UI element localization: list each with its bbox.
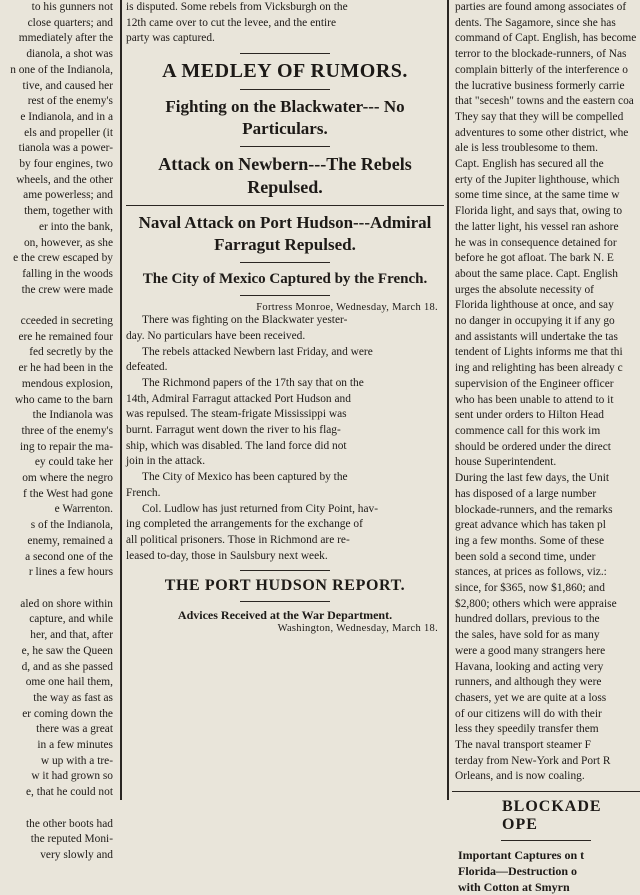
left-column [0, 0, 116, 861]
right-column-text-line: the latter light, his vessel ran ashore [455, 220, 619, 233]
left-column-text-line: e, that he could not [26, 786, 113, 799]
right-column-text-line: sent under orders to Hilton Head [455, 409, 604, 422]
article-text-line: There was fighting on the Blackwater yester- [142, 314, 348, 327]
article-text-line: join in the attack. [126, 455, 206, 468]
center-column [126, 0, 444, 800]
right-column-text-line: terror to the blockade-runners, of Nas [455, 48, 627, 61]
left-column-text-line: ey could take her [34, 456, 113, 469]
right-column-text-line: commence call for this work im [455, 424, 601, 437]
left-column-text-line: er coming down the [22, 707, 113, 720]
left-column-text-line: by four engines, two [19, 158, 113, 171]
left-column-text-line: e Indianola, and in a [20, 110, 113, 123]
left-column-text-line: there was a great [36, 723, 113, 736]
left-column-text-line: wheels, and the other [16, 173, 113, 186]
left-column-text-line: els and propeller (it [24, 126, 113, 139]
right-column-text-line: no danger in occupying it if any go [455, 315, 615, 328]
left-column-text-line: the other boots had [26, 817, 113, 830]
left-column-text-line: er he had been in the [18, 362, 113, 375]
right-column-text-line: were a good many strangers here [455, 644, 606, 657]
dateline: Fortress Monroe, Wednesday, March 18. [256, 302, 438, 314]
left-column-text-line: w it had grown so [31, 770, 113, 783]
article-text-line: burnt. Farragut went down the river to his flag- [126, 424, 341, 437]
right-column-text-line: supervision of the Engineer officer [455, 377, 614, 390]
right-column-text-line: should be ordered under the direct [455, 440, 611, 453]
article-paragraph [126, 470, 444, 501]
left-column-text-line: cceeded in secreting [20, 315, 113, 328]
left-column-text-line: er into the bank, [38, 220, 113, 233]
article-rule [240, 570, 330, 571]
deck-rule [126, 205, 444, 206]
right-column-text-line: ale is less troublesome to them. [455, 142, 598, 155]
right-column-text-line: dents. The Sagamore, since she has [455, 16, 616, 29]
right-column-text-line: who has been unable to attend to it [455, 393, 614, 406]
right-column-text-line: The naval transport steamer F [455, 739, 592, 752]
right-column-text-line: They say that they will be compelled [455, 110, 624, 123]
left-column-text-line: in a few minutes [37, 739, 113, 752]
headline-main: A MEDLEY OF RUMORS. [162, 60, 408, 83]
left-column-text-line: aled on shore within [20, 597, 113, 610]
right-column-text-line: less they speedily transfer them [455, 723, 599, 736]
left-column-text-line: very slowly and [40, 848, 113, 861]
left-column-text-line: tianola was a power- [18, 142, 113, 155]
right-column-text-line: has disposed of a large number [455, 487, 597, 500]
deck-fighting-blackwater: Fighting on the Blackwater--- No Particulars. [165, 97, 405, 139]
left-column-text-line: enemy, remained a [27, 534, 113, 547]
left-column-text-line: n one of the Indianola, [10, 63, 113, 76]
article-rule [240, 601, 330, 602]
center-top-text-line: is disputed. Some rebels from Vicksburgh on the [126, 1, 348, 13]
right-column-text-line: parties are found among associates of [455, 1, 627, 13]
right-column-text-line: $2,800; others which were appraise [455, 597, 617, 610]
headline-rule [240, 89, 330, 90]
article-text-line: Col. Ludlow has just returned from City Point, hav- [142, 502, 379, 515]
right-column-text-line: chasers, yet we are quite at a loss [455, 691, 607, 704]
article-text-line: French. [126, 486, 161, 499]
left-column-text-line: ere he remained four [18, 330, 113, 343]
deck-port-hudson: Naval Attack on Port Hudson---Admiral Farragut Repulsed. [138, 213, 432, 255]
right-column-text-line: great advance which has taken pl [455, 519, 606, 532]
deck-rule [240, 262, 330, 263]
right-column-text-line: adventures to some other district, whe [455, 126, 629, 139]
right-column-text-line: that "secesh" towns and the eastern coa [455, 95, 634, 108]
left-column-text-line: the way as fast as [33, 691, 113, 704]
left-column-text-line: mendous explosion, [21, 377, 113, 390]
article-text-line: ing completed the arrangements for the exchange of [126, 518, 363, 531]
right-column-text-line: Florida light, and says that, owing to [455, 205, 623, 218]
right-column-text-line: since, for $365, now $1,860; and [455, 582, 605, 595]
article-text-line: ship, which was disabled. The land force did not [126, 439, 347, 452]
right-column-text-line: Orleans, and is now coaling. [455, 770, 585, 783]
deck-rule [240, 146, 330, 147]
headline-rule [240, 53, 330, 54]
left-column-text-line: e Warrenton. [54, 503, 113, 516]
left-column-text-line: them, together with [24, 205, 113, 218]
left-column-text-line: dianola, a shot was [26, 48, 113, 61]
left-column-text-line: om where the negro [22, 472, 113, 485]
article-paragraph [126, 313, 444, 344]
right-column-text-line: before he got afloat. The bark N. E [455, 252, 614, 265]
left-column-text-line: d, and as she passed [21, 660, 113, 673]
column-rule-left [120, 0, 122, 800]
left-column-text-line: ame powerless; and [23, 189, 113, 202]
left-column-text-line: ing to repair the ma- [20, 440, 113, 453]
left-column-text-line: w up with a tre- [40, 754, 113, 767]
left-column-text-line: who came to the barn [14, 393, 113, 406]
paragraph-gap [0, 298, 116, 314]
center-top-text-line: party was captured. [126, 32, 215, 45]
left-column-text-line: capture, and while [29, 613, 113, 626]
right-column-text-line: blockade-runners, and the remarks [455, 503, 613, 516]
deck-city-of-mexico: The City of Mexico Captured by the French. [142, 271, 428, 288]
right-column-text-line: the lucrative business formerly carrie [455, 79, 625, 92]
left-column-text-line: tive, and caused her [22, 79, 113, 92]
article-text-line: 14th, Admiral Farragut attacked Port Hudson and [126, 392, 351, 405]
left-column-text-line: e the crew escaped by [13, 252, 113, 265]
article-text-line: day. No particulars have been received. [126, 329, 306, 342]
left-column-text-line: mmediately after the [18, 32, 113, 45]
article-text-line: The Richmond papers of the 17th say that on the [142, 376, 364, 389]
right-column-text-line: urges the absolute necessity of [455, 283, 594, 296]
blockade-headline: BLOCKADE OPE [502, 798, 602, 834]
dateline-2: Washington, Wednesday, March 18. [277, 623, 438, 635]
right-column-text-line: complain bitterly of the interference o [455, 63, 629, 76]
right-column-text-line: ing a few months. Some of these [455, 534, 605, 547]
left-column-text-line: a second one of the [25, 550, 113, 563]
article-text-line: The rebels attacked Newbern last Friday, and were [142, 345, 373, 358]
left-column-text-line: fed secretly by the [29, 346, 113, 359]
right-column-text-line: Capt. English has secured all the [455, 158, 604, 171]
deck-rule [240, 295, 330, 296]
left-column-text-line: f the West had gone [23, 487, 113, 500]
article-rule [452, 791, 640, 792]
right-column-text-line: been sold a second time, under [455, 550, 596, 563]
left-column-text-line: the reputed Moni- [30, 833, 113, 846]
article-paragraph [126, 345, 444, 376]
article-text-line: leased to-day, those in Saulsbury next week. [126, 549, 328, 562]
paragraph-gap [0, 581, 116, 597]
left-column-text-line: to his gunners not [31, 1, 113, 13]
right-column-text-line: house Superintendent. [455, 456, 557, 469]
right-column-text-line: some time since, at the same time w [455, 189, 620, 202]
blockade-subhead-1: Important Captures on t [458, 848, 585, 863]
report-subhead: Advices Received at the War Department. [177, 608, 393, 623]
right-column-text-line: Havana, looking and acting very [455, 660, 604, 673]
report-headline: THE PORT HUDSON REPORT. [164, 577, 406, 595]
right-column-text-line: and assistants will undertake the tas [455, 330, 618, 343]
left-column-text-line: the Indianola was [32, 409, 113, 422]
left-column-text-line: r lines a few hours [28, 566, 113, 579]
right-column-text-line: During the last few days, the Unit [455, 472, 610, 485]
article-paragraph [126, 502, 444, 565]
right-column-text-line: command of Capt. English, has become [455, 32, 637, 45]
article-text-line: all political prisoners. Those in Richmond are re- [126, 533, 350, 546]
left-column-text-line: close quarters; and [27, 16, 113, 29]
article-text-line: defeated. [126, 361, 168, 374]
left-column-text-line: on, however, as she [23, 236, 113, 249]
right-column-text-line: hundred dollars, previous to the [455, 613, 600, 626]
right-column-text-line: Florida lighthouse at once, and say [455, 299, 614, 312]
left-column-text-line: ome one hail them, [25, 676, 113, 689]
left-column-text-line: e, he saw the Queen [21, 644, 113, 657]
paragraph-gap [0, 801, 116, 817]
right-column-text-line: he was in consequence detained for [455, 236, 617, 249]
left-column-text-line: the crew were made [21, 283, 113, 296]
left-column-text-line: three of the enemy's [21, 424, 113, 437]
article-text-line: was repulsed. The steam-frigate Mississippi was [126, 408, 347, 421]
article-paragraph [126, 376, 444, 470]
right-column-text-line: runners, and although they were [455, 676, 602, 689]
center-top-text-line: 12th came over to cut the levee, and the entire [126, 16, 337, 29]
right-column [452, 0, 640, 895]
blockade-subhead-2: Florida—Destruction o [458, 864, 577, 879]
right-column-text-line: of our citizens will do with their [455, 707, 602, 720]
left-column-text-line: s of the Indianola, [30, 519, 113, 532]
right-column-text-line: stances, at prices as follows, viz.: [455, 566, 607, 579]
right-column-text-line: erty of the Jupiter lighthouse, which [455, 173, 620, 186]
left-column-text-line: falling in the woods [22, 267, 113, 280]
deck-attack-newbern: Attack on Newbern---The Rebels Repulsed. [158, 154, 412, 198]
column-rule-right [447, 0, 449, 800]
right-column-text-line: the sales, have sold for as many [455, 629, 600, 642]
right-column-text-line: tendent of Lights informs me that thi [455, 346, 623, 359]
right-column-text-line: terday from New-York and Port R [455, 754, 611, 767]
left-column-text-line: her, and that, after [30, 629, 113, 642]
blockade-subhead-3: with Cotton at Smyrn [458, 880, 570, 895]
right-column-text-line: ing and relighting has been already c [455, 362, 623, 375]
right-column-text-line: about the same place. Capt. English [455, 267, 618, 280]
left-column-text-line: rest of the enemy's [27, 95, 113, 108]
article-text-line: The City of Mexico has been captured by the [142, 471, 348, 484]
headline-rule [501, 840, 591, 841]
